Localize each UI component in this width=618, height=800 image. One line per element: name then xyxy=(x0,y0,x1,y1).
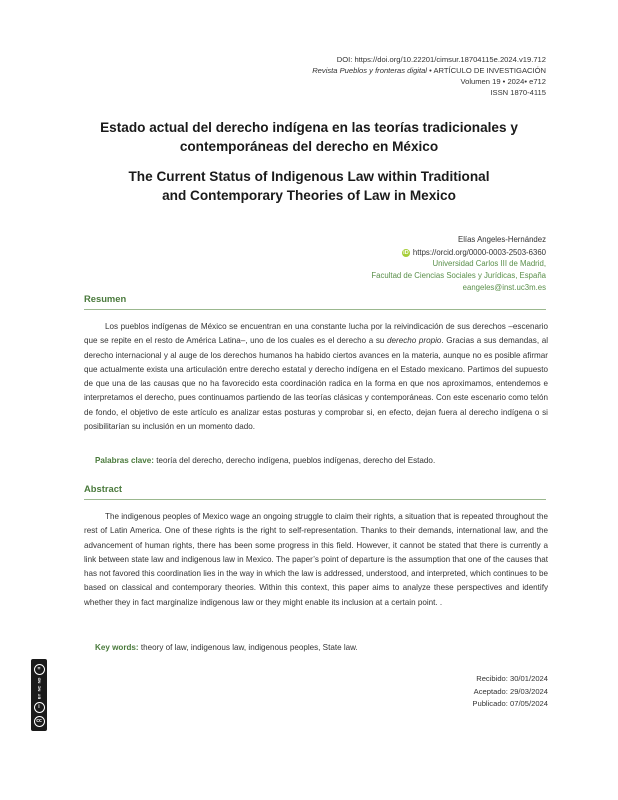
resumen-heading: Resumen xyxy=(84,293,127,304)
publication-dates xyxy=(472,673,548,711)
abstract-heading: Abstract xyxy=(84,483,123,494)
cc-icon: cc xyxy=(34,716,45,727)
author-block xyxy=(371,234,546,293)
title-spanish: Estado actual del derecho indígena en las teorías tradicionales y contemporáneas del derecho en México xyxy=(100,120,518,154)
accepted-date: Aceptado: 29/03/2024 xyxy=(473,686,548,696)
nd-icon: = xyxy=(34,664,45,675)
author-email[interactable]: eangeles@inst.uc3m.es xyxy=(462,282,546,292)
nc-label: NC xyxy=(36,685,42,691)
by-label: BY xyxy=(36,693,42,699)
key-words-label: Key words: xyxy=(95,643,139,652)
resumen-divider xyxy=(84,309,546,310)
author-name: Elías Angeles-Hernández xyxy=(458,235,546,244)
received-date: Recibido: 30/01/2024 xyxy=(476,674,548,683)
title-english: The Current Status of Indigenous Law within Traditional and Contemporary Theories of Law in Mexico xyxy=(128,169,490,203)
by-icon: i xyxy=(34,702,45,713)
abstract-divider xyxy=(84,499,546,500)
abstract-text: The indigenous peoples of Mexico wage an ongoing struggle to claim their rights, a situation that is repeated throughout the rest of Latin America. One of these rights is the right to self-representation. Thanks to their demands, international law, and the advancement of human rights, there has been some progress in this field. However, it cannot be stated that there is currently a link between state law and indigenous law in Mexico. The paper’s point of departure is the assumption that one of the causes that has not favored this coordination lies in the way in which the law is addressed, understood, and interpreted, which continues to be based on classical and contemporary theories. Within this context, this paper aims to analyze these perspectives and identify whether they in fact marginalize indigenous law or they might enable its inclusion at a certain point. . xyxy=(84,512,548,607)
article-type: ARTÍCULO DE INVESTIGACIÓN xyxy=(433,66,546,75)
doi-link[interactable]: DOI: https://doi.org/10.22201/cimsur.18704115e.2024.v19.712 xyxy=(336,55,546,64)
article-metadata xyxy=(312,54,546,98)
orcid-icon: iD xyxy=(403,249,409,256)
volume-line: Volumen 19 • 2024• e712 xyxy=(460,77,546,86)
nd-label: ND xyxy=(36,677,42,683)
journal-line: Revista Pueblos y fronteras digital • ARTÍCULO DE INVESTIGACIÓN xyxy=(312,66,546,75)
abstract-keywords: Key words: theory of law, indigenous law, indigenous peoples, State law. xyxy=(95,643,358,652)
resumen-text: Los pueblos indígenas de México se encuentran en una constante lucha por la reivindicación de sus derechos –escenario que se repite en el resto de América Latina–, uno de los cuales es el derecho a su derecho propio. Gracias a sus demandas, al derecho internacional y al auge de los derechos humanos ha habido ciertos avances en la materia, aunque no es posible afirmar que actualmente exista una articulación entre derecho estatal y derecho indígena en el Estado mexicano. Partimos del supuesto de que una de las causas que no ha favorecido esta coordinación radica en la forma en que nos aproximamos, entendemos e interpretamos el derecho, pues continuamos partiendo de las teorías clásicas y contemporáneas. Con este escenario como telón de fondo, el objetivo de este artículo es analizar estas posturas y comprobar si, en efecto, dejan fuera al derecho indígena o si posibilitarían su inclusión en un momento dado. xyxy=(84,322,548,432)
palabras-clave-label: Palabras clave: xyxy=(95,456,154,465)
resumen-keywords: Palabras clave: teoría del derecho, derecho indígena, pueblos indígenas, derecho del Estado. xyxy=(95,456,436,465)
issn-line: ISSN 1870-4115 xyxy=(490,88,546,97)
affiliation-faculty: Facultad de Ciencias Sociales y Jurídicas, España xyxy=(371,270,546,280)
published-date: Publicado: 07/05/2024 xyxy=(472,699,548,708)
cc-license-badge[interactable] xyxy=(31,659,47,731)
journal-name: Revista Pueblos y fronteras digital xyxy=(312,66,427,75)
affiliation-university: Universidad Carlos III de Madrid, xyxy=(432,259,546,269)
orcid-link[interactable]: iD https://orcid.org/0000-0003-2503-6360 xyxy=(403,247,546,257)
